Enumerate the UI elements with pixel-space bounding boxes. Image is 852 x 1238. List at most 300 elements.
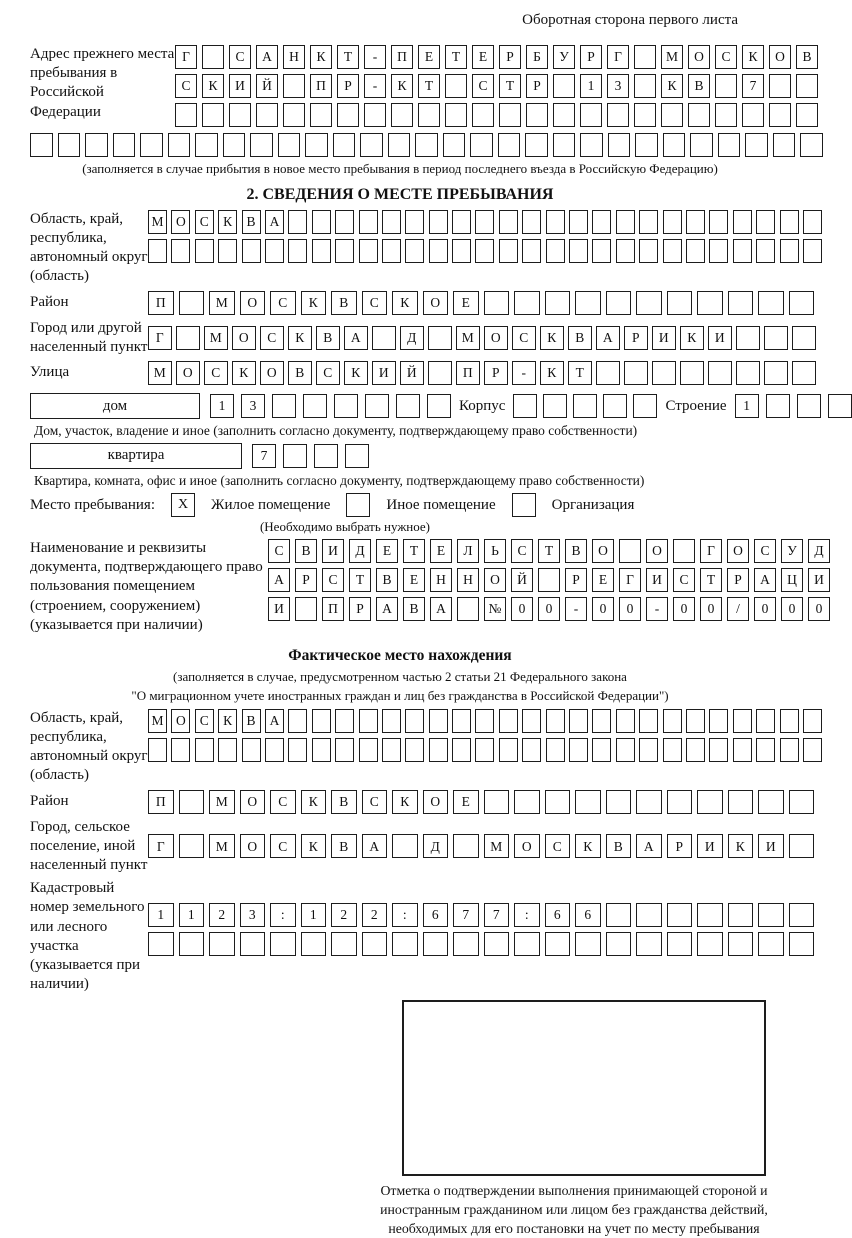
char-box[interactable]: С [270,291,296,315]
char-box[interactable]: С [754,539,776,563]
char-box[interactable]: И [229,74,251,98]
char-box[interactable]: Й [256,74,278,98]
char-box[interactable]: - [364,74,386,98]
char-box[interactable]: Г [175,45,197,69]
char-box[interactable]: Е [418,45,440,69]
char-box[interactable]: О [423,291,449,315]
char-box[interactable] [639,709,658,733]
char-box[interactable]: С [322,568,344,592]
char-box[interactable] [596,361,620,385]
char-box[interactable] [256,103,278,127]
char-box[interactable]: П [148,790,174,814]
char-box[interactable] [209,932,235,956]
char-box[interactable]: 0 [754,597,776,621]
char-box[interactable] [270,932,296,956]
char-box[interactable] [828,394,852,418]
char-box[interactable] [499,103,521,127]
char-box[interactable] [334,394,358,418]
char-box[interactable]: Р [295,568,317,592]
char-box[interactable] [392,932,418,956]
char-box[interactable] [769,103,791,127]
char-box[interactable] [715,74,737,98]
char-box[interactable] [545,291,571,315]
char-box[interactable] [619,539,641,563]
char-box[interactable] [514,291,540,315]
char-box[interactable]: 3 [607,74,629,98]
char-box[interactable] [195,239,214,263]
char-box[interactable]: М [148,709,167,733]
char-box[interactable] [580,103,602,127]
char-box[interactable] [405,709,424,733]
char-box[interactable] [758,932,784,956]
char-box[interactable]: К [301,291,327,315]
char-box[interactable] [513,394,537,418]
char-box[interactable]: С [195,709,214,733]
char-box[interactable] [335,738,354,762]
char-box[interactable] [709,239,728,263]
char-box[interactable] [288,738,307,762]
char-box[interactable] [391,103,413,127]
char-box[interactable] [229,103,251,127]
char-box[interactable]: 1 [210,394,234,418]
char-box[interactable] [592,709,611,733]
char-box[interactable] [733,210,752,234]
char-box[interactable]: Е [453,291,479,315]
char-box[interactable] [498,133,521,157]
char-box[interactable] [484,932,510,956]
char-box[interactable] [179,932,205,956]
char-box[interactable] [472,103,494,127]
char-box[interactable] [758,790,784,814]
char-box[interactable] [499,239,518,263]
char-box[interactable]: В [568,326,592,350]
char-box[interactable] [575,291,601,315]
char-box[interactable]: 6 [423,903,449,927]
char-box[interactable]: 0 [700,597,722,621]
char-box[interactable] [331,932,357,956]
char-box[interactable]: Т [418,74,440,98]
char-box[interactable] [769,74,791,98]
char-box[interactable]: Г [607,45,629,69]
char-box[interactable]: С [268,539,290,563]
char-box[interactable]: 0 [619,597,641,621]
char-box[interactable] [58,133,81,157]
char-box[interactable]: О [688,45,710,69]
char-box[interactable] [202,45,224,69]
char-box[interactable] [792,361,816,385]
char-box[interactable]: Д [808,539,830,563]
char-box[interactable]: С [229,45,251,69]
char-box[interactable]: К [392,790,418,814]
char-box[interactable] [680,361,704,385]
char-box[interactable] [405,239,424,263]
char-box[interactable]: М [209,790,235,814]
char-box[interactable]: К [288,326,312,350]
char-box[interactable] [514,932,540,956]
char-box[interactable]: А [362,834,388,858]
char-box[interactable] [736,361,760,385]
char-box[interactable] [606,790,632,814]
char-box[interactable] [736,326,760,350]
char-box[interactable] [310,103,332,127]
char-box[interactable] [546,239,565,263]
char-box[interactable]: Е [403,568,425,592]
char-box[interactable]: И [758,834,784,858]
char-box[interactable]: К [202,74,224,98]
char-box[interactable] [202,103,224,127]
char-box[interactable]: Е [472,45,494,69]
char-box[interactable]: 0 [511,597,533,621]
char-box[interactable] [686,709,705,733]
char-box[interactable]: К [301,790,327,814]
char-box[interactable] [636,291,662,315]
char-box[interactable] [575,932,601,956]
char-box[interactable] [305,133,328,157]
char-box[interactable] [708,361,732,385]
char-box[interactable]: Ц [781,568,803,592]
char-box[interactable] [780,709,799,733]
char-box[interactable]: В [288,361,312,385]
char-box[interactable] [312,239,331,263]
char-box[interactable]: М [209,291,235,315]
char-box[interactable] [405,738,424,762]
char-box[interactable] [616,709,635,733]
char-box[interactable]: Д [400,326,424,350]
char-box[interactable] [718,133,741,157]
char-box[interactable] [667,932,693,956]
char-box[interactable] [709,709,728,733]
char-box[interactable]: О [176,361,200,385]
char-box[interactable]: М [148,210,167,234]
char-box[interactable] [223,133,246,157]
char-box[interactable] [514,790,540,814]
char-box[interactable]: В [331,291,357,315]
char-box[interactable] [697,291,723,315]
char-box[interactable] [756,709,775,733]
char-box[interactable]: П [391,45,413,69]
char-box[interactable]: С [175,74,197,98]
char-box[interactable] [218,239,237,263]
char-box[interactable] [312,210,331,234]
char-box[interactable] [428,326,452,350]
char-box[interactable]: В [331,790,357,814]
char-box[interactable]: В [376,568,398,592]
char-box[interactable] [314,444,338,468]
char-box[interactable]: / [727,597,749,621]
char-box[interactable] [301,932,327,956]
char-box[interactable]: Е [430,539,452,563]
char-box[interactable]: К [232,361,256,385]
char-box[interactable]: Й [511,568,533,592]
char-box[interactable]: К [575,834,601,858]
char-box[interactable] [789,932,815,956]
char-box[interactable] [636,932,662,956]
char-box[interactable] [364,103,386,127]
char-box[interactable]: А [265,709,284,733]
char-box[interactable] [359,210,378,234]
char-box[interactable] [452,709,471,733]
char-box[interactable]: Т [403,539,425,563]
char-box[interactable]: Л [457,539,479,563]
residential-checkbox[interactable]: X [171,493,195,517]
char-box[interactable] [780,239,799,263]
char-box[interactable] [360,133,383,157]
char-box[interactable] [179,790,205,814]
char-box[interactable]: И [708,326,732,350]
char-box[interactable]: Р [727,568,749,592]
char-box[interactable]: М [456,326,480,350]
char-box[interactable]: В [331,834,357,858]
char-box[interactable] [288,709,307,733]
char-box[interactable] [359,738,378,762]
char-box[interactable]: 2 [362,903,388,927]
char-box[interactable] [265,738,284,762]
char-box[interactable]: Р [526,74,548,98]
char-box[interactable]: В [403,597,425,621]
char-box[interactable] [580,133,603,157]
char-box[interactable] [453,932,479,956]
char-box[interactable] [546,709,565,733]
char-box[interactable] [171,239,190,263]
char-box[interactable]: К [391,74,413,98]
char-box[interactable] [764,361,788,385]
char-box[interactable]: О [514,834,540,858]
char-box[interactable] [445,103,467,127]
char-box[interactable]: И [808,568,830,592]
char-box[interactable] [428,361,452,385]
char-box[interactable] [335,210,354,234]
char-box[interactable] [758,291,784,315]
char-box[interactable]: О [423,790,449,814]
char-box[interactable] [667,790,693,814]
char-box[interactable] [452,738,471,762]
char-box[interactable] [667,291,693,315]
char-box[interactable] [639,738,658,762]
char-box[interactable]: Н [283,45,305,69]
char-box[interactable] [475,738,494,762]
char-box[interactable]: Е [376,539,398,563]
char-box[interactable]: О [240,834,266,858]
char-box[interactable] [312,709,331,733]
char-box[interactable]: У [781,539,803,563]
char-box[interactable]: 0 [781,597,803,621]
char-box[interactable] [633,394,657,418]
char-box[interactable] [470,133,493,157]
char-box[interactable]: Г [700,539,722,563]
char-box[interactable] [499,738,518,762]
char-box[interactable]: Р [565,568,587,592]
char-box[interactable] [171,738,190,762]
char-box[interactable]: Г [619,568,641,592]
char-box[interactable] [195,133,218,157]
char-box[interactable]: П [148,291,174,315]
char-box[interactable]: - [565,597,587,621]
char-box[interactable] [728,932,754,956]
char-box[interactable]: Т [700,568,722,592]
char-box[interactable] [661,103,683,127]
char-box[interactable] [803,239,822,263]
char-box[interactable]: В [316,326,340,350]
char-box[interactable] [758,903,784,927]
char-box[interactable]: Р [499,45,521,69]
char-box[interactable] [415,133,438,157]
char-box[interactable] [195,738,214,762]
char-box[interactable]: И [646,568,668,592]
char-box[interactable]: С [511,539,533,563]
char-box[interactable]: 0 [592,597,614,621]
char-box[interactable] [30,133,53,157]
char-box[interactable] [242,738,261,762]
char-box[interactable] [592,738,611,762]
char-box[interactable] [663,239,682,263]
char-box[interactable]: К [392,291,418,315]
char-box[interactable] [789,291,815,315]
char-box[interactable]: В [688,74,710,98]
char-box[interactable] [240,932,266,956]
char-box[interactable]: 7 [742,74,764,98]
char-box[interactable]: Р [349,597,371,621]
char-box[interactable]: О [727,539,749,563]
char-box[interactable] [733,738,752,762]
char-box[interactable] [636,790,662,814]
char-box[interactable]: 7 [252,444,276,468]
char-box[interactable] [792,326,816,350]
char-box[interactable] [688,103,710,127]
char-box[interactable]: О [592,539,614,563]
char-box[interactable] [382,709,401,733]
char-box[interactable] [728,903,754,927]
char-box[interactable] [522,210,541,234]
char-box[interactable]: К [218,210,237,234]
char-box[interactable] [569,738,588,762]
char-box[interactable]: Р [667,834,693,858]
char-box[interactable] [636,903,662,927]
char-box[interactable] [800,133,823,157]
char-box[interactable] [796,103,818,127]
char-box[interactable]: 6 [575,903,601,927]
char-box[interactable]: О [484,568,506,592]
char-box[interactable]: К [344,361,368,385]
char-box[interactable]: П [310,74,332,98]
organization-checkbox[interactable] [512,493,536,517]
char-box[interactable]: П [456,361,480,385]
char-box[interactable] [634,45,656,69]
char-box[interactable]: С [260,326,284,350]
char-box[interactable] [475,210,494,234]
char-box[interactable]: С [362,790,388,814]
char-box[interactable]: М [204,326,228,350]
char-box[interactable]: О [260,361,284,385]
char-box[interactable]: С [545,834,571,858]
char-box[interactable]: Н [457,568,479,592]
char-box[interactable]: О [484,326,508,350]
char-box[interactable] [592,239,611,263]
char-box[interactable] [423,932,449,956]
char-box[interactable]: Т [337,45,359,69]
char-box[interactable]: Ь [484,539,506,563]
char-box[interactable] [773,133,796,157]
char-box[interactable]: А [596,326,620,350]
char-box[interactable] [382,239,401,263]
char-box[interactable] [709,210,728,234]
char-box[interactable] [728,291,754,315]
char-box[interactable] [553,74,575,98]
char-box[interactable] [663,210,682,234]
char-box[interactable]: П [322,597,344,621]
char-box[interactable] [606,291,632,315]
char-box[interactable]: Т [349,568,371,592]
char-box[interactable] [789,790,815,814]
char-box[interactable] [452,210,471,234]
char-box[interactable] [803,738,822,762]
char-box[interactable] [218,738,237,762]
char-box[interactable]: Р [624,326,648,350]
char-box[interactable] [538,568,560,592]
char-box[interactable] [756,738,775,762]
char-box[interactable] [85,133,108,157]
char-box[interactable]: 0 [673,597,695,621]
char-box[interactable] [569,210,588,234]
char-box[interactable]: 7 [453,903,479,927]
char-box[interactable]: 2 [331,903,357,927]
char-box[interactable] [443,133,466,157]
char-box[interactable] [624,361,648,385]
char-box[interactable] [475,239,494,263]
char-box[interactable] [303,394,327,418]
char-box[interactable]: С [673,568,695,592]
char-box[interactable] [179,291,205,315]
char-box[interactable] [797,394,821,418]
char-box[interactable]: К [540,361,564,385]
char-box[interactable] [652,361,676,385]
char-box[interactable]: О [240,291,266,315]
char-box[interactable] [337,103,359,127]
char-box[interactable] [250,133,273,157]
char-box[interactable]: В [565,539,587,563]
char-box[interactable] [764,326,788,350]
char-box[interactable]: 1 [735,394,759,418]
char-box[interactable] [690,133,713,157]
char-box[interactable]: В [295,539,317,563]
char-box[interactable] [359,709,378,733]
char-box[interactable]: В [242,709,261,733]
char-box[interactable]: Р [337,74,359,98]
char-box[interactable] [789,834,815,858]
char-box[interactable]: 3 [241,394,265,418]
char-box[interactable]: А [636,834,662,858]
char-box[interactable] [333,133,356,157]
char-box[interactable] [288,239,307,263]
char-box[interactable]: И [652,326,676,350]
char-box[interactable] [148,932,174,956]
char-box[interactable] [569,239,588,263]
char-box[interactable] [634,74,656,98]
char-box[interactable] [606,932,632,956]
char-box[interactable] [525,133,548,157]
char-box[interactable] [697,790,723,814]
char-box[interactable]: И [268,597,290,621]
char-box[interactable]: С [715,45,737,69]
char-box[interactable]: О [171,210,190,234]
char-box[interactable] [756,210,775,234]
char-box[interactable] [283,444,307,468]
char-box[interactable]: Т [538,539,560,563]
char-box[interactable] [148,239,167,263]
char-box[interactable] [639,239,658,263]
char-box[interactable] [733,239,752,263]
char-box[interactable]: К [301,834,327,858]
char-box[interactable]: Р [580,45,602,69]
